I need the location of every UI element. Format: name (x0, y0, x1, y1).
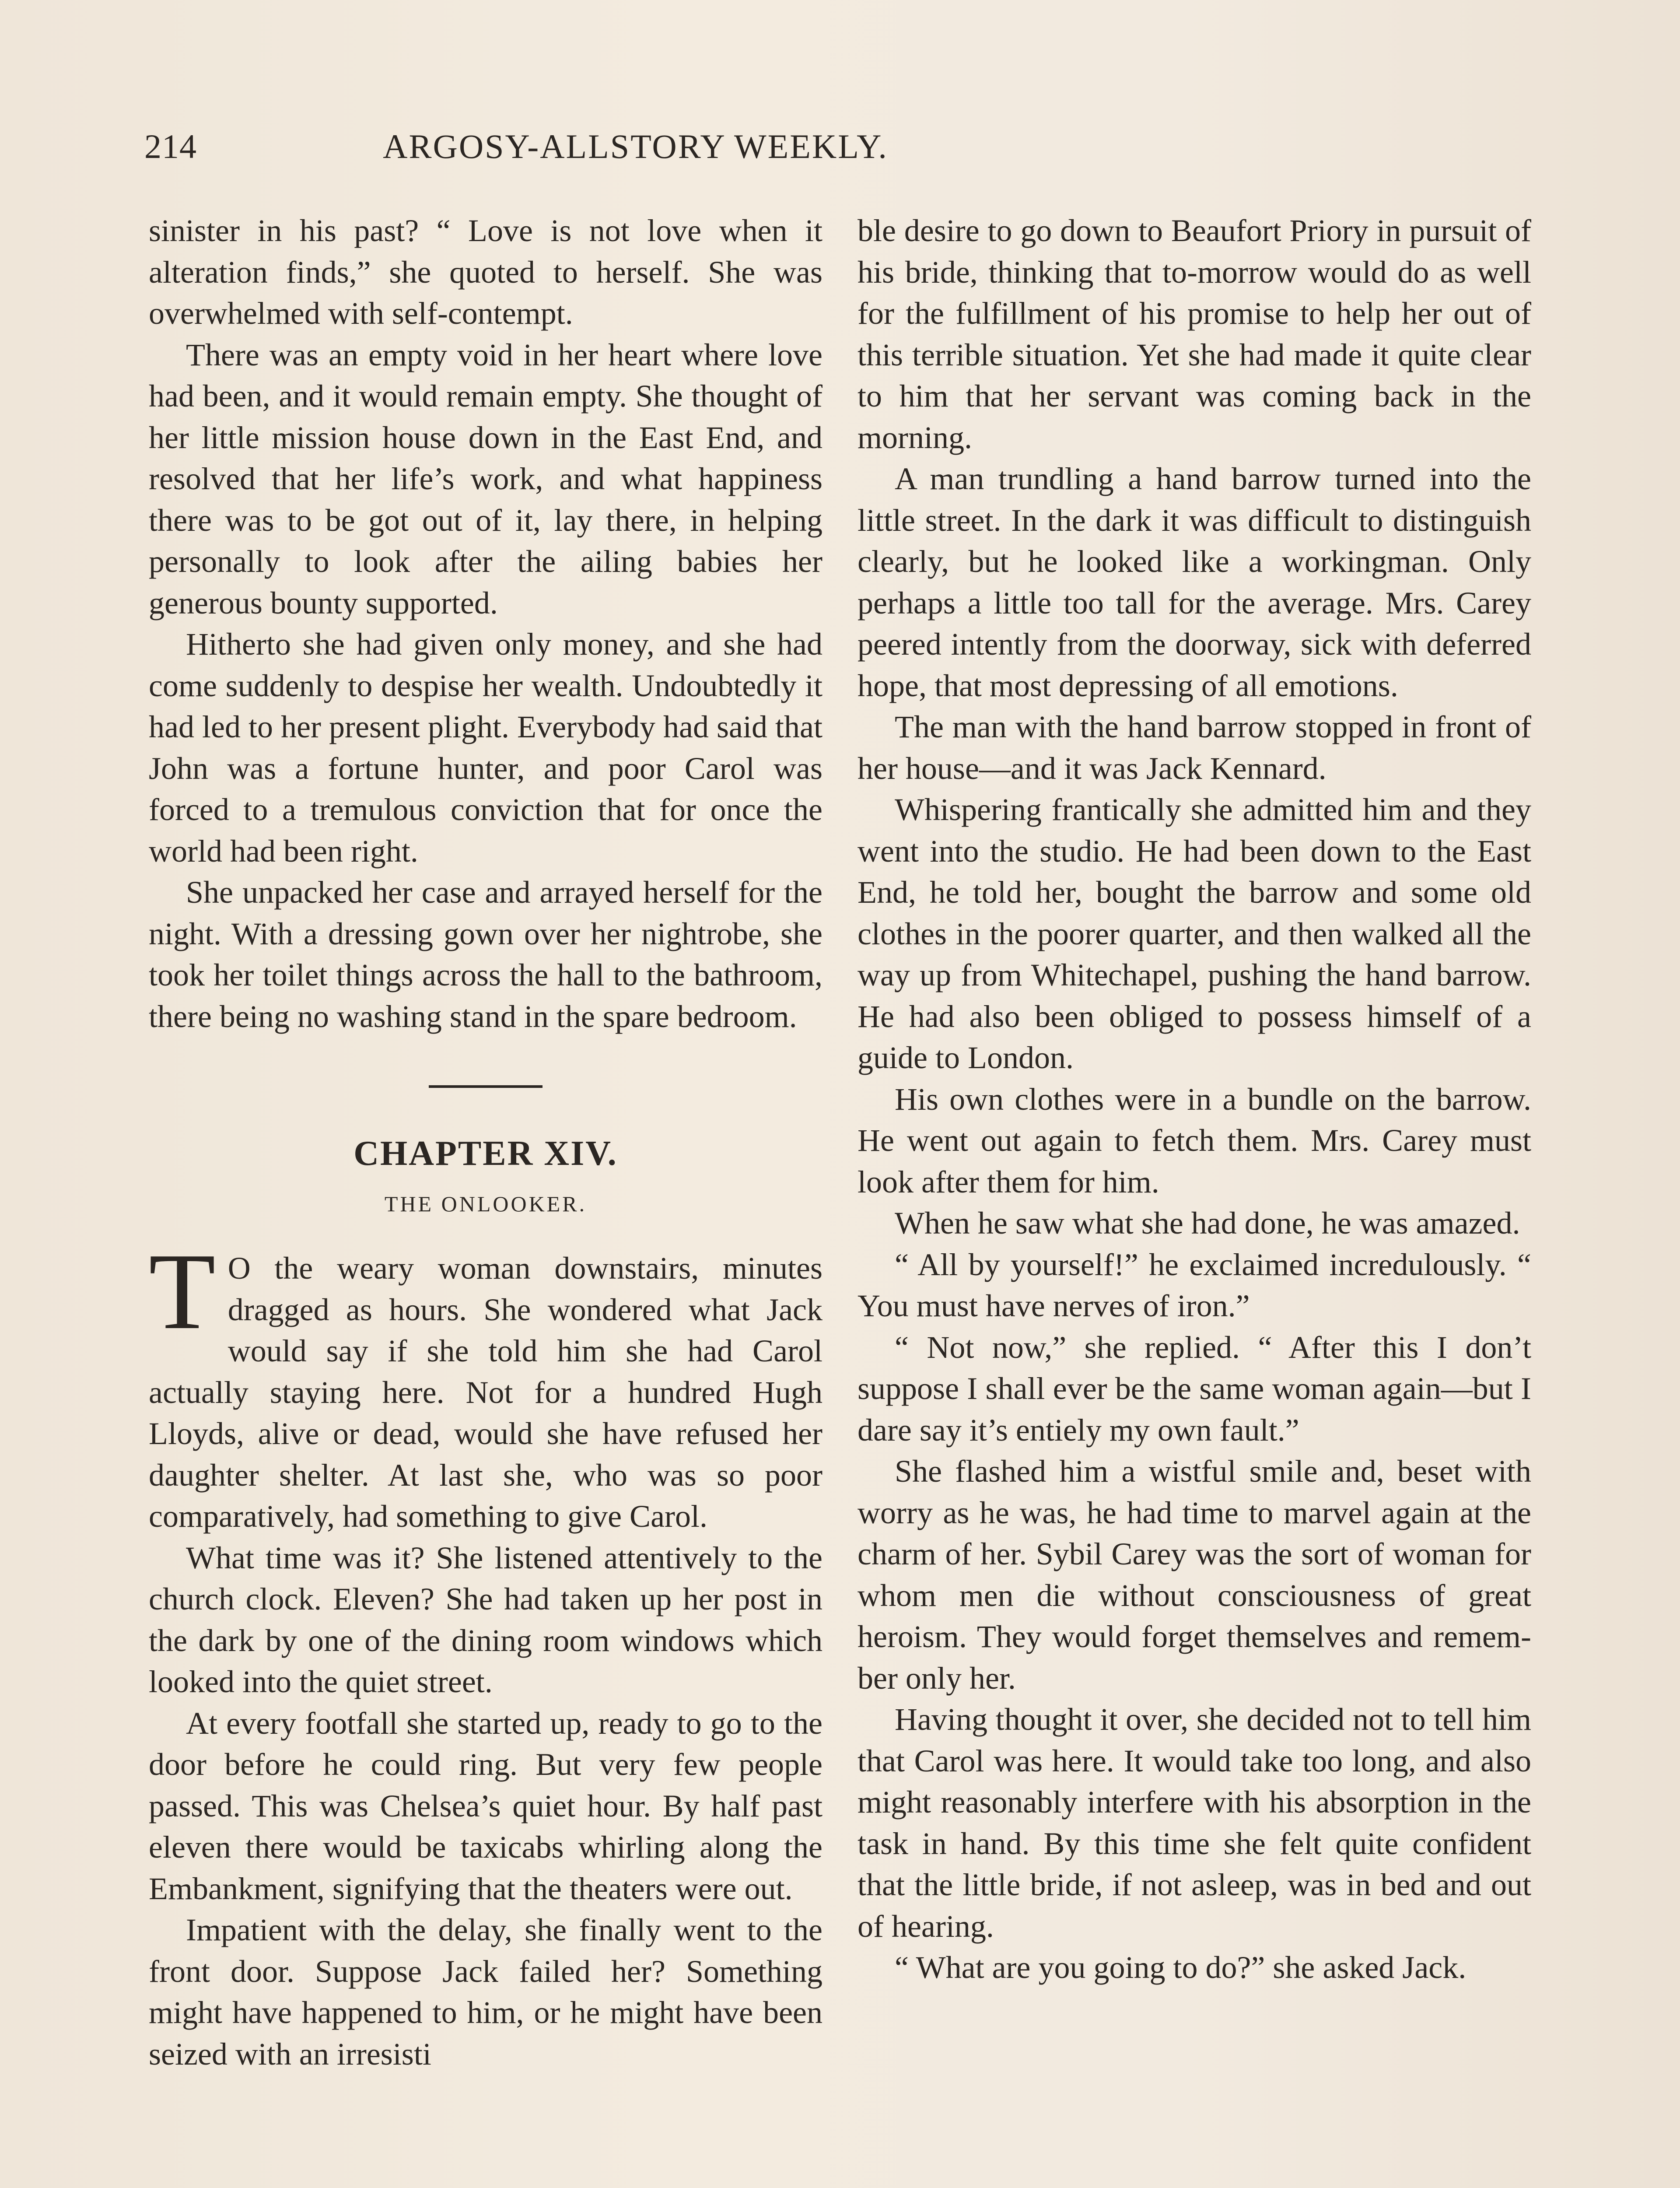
paragraph: Whispering frantically she admitted him and they went into the studio. He had been down to the East End, he told her, bought the barrow and some old clothes in the poorer quarter, and then walked all the way up from Whitechapel, pushing the hand barrow. He had also been obliged to possess himself of a guide to London. (858, 792, 1531, 1075)
paragraph: sinister in his past? “ Love is not love when it alteration finds,” she quoted to herself. She was overwhelmed with self-contempt. (149, 213, 822, 331)
section-divider (429, 1085, 542, 1088)
paragraph: She unpacked her case and arrayed herself for the night. With a dressing gown over her nightrobe, she took her toilet things across the hall to the bathroom, there being no washing stand in the spare bedroom. (149, 875, 822, 1034)
paragraph: “ What are you going to do?” she asked Jack. (895, 1950, 1466, 1985)
opening-paragraph-text: O the weary woman downstairs, minutes dragged as hours. She wondered what Jack would say if she told him she had Carol actually staying here. Not for a hundred Hugh Lloyds, alive or dead, would she have refused her daughter shelter. At last she, who was so poor comparatively, had something to give Carol. (149, 1251, 822, 1534)
paragraph: When he saw what she had done, he was amazed. (895, 1206, 1520, 1241)
chapter-title: CHAPTER XIV. (354, 1134, 618, 1173)
page-number: 214 (144, 127, 197, 165)
paragraph: His own clothes were in a bundle on the barrow. He went out again to fetch them. Mrs. Carey must look after them for him. (858, 1081, 1531, 1199)
page-header (144, 127, 1127, 179)
paragraph: “ All by yourself!” he exclaimed incredulously. “ You must have nerves of iron.” (858, 1247, 1531, 1323)
chapter-subtitle: THE ONLOOKER. (384, 1192, 587, 1216)
paragraph: Impatient with the delay, she finally went to the front door. Suppose Jack failed her? Something might have happened to him, or he might have been seized with an irresisti (149, 1912, 822, 2072)
running-title: ARGOSY-ALLSTORY WEEKLY. (383, 127, 888, 165)
paragraph: “ Not now,” she replied. “ After this I don’t suppose I shall ever be the same woman again—but I dare say it’s entiely my own fault.” (858, 1329, 1531, 1448)
paragraph: Having thought it over, she decided not to tell him that Carol was here. It would take too long, and also might reasonably interfere with his absorption in the task in hand. By this time she felt quite confident that the little bride, if not asleep, was in bed and out of hearing. (858, 1702, 1531, 1944)
paragraph: A man trundling a hand barrow turned into the little street. In the dark it was difficult to distinguish clearly, but he looked like a workingman. Only perhaps a little too tall for the average. Mrs. Carey peered intently from the doorway, sick with deferred hope, that most depressing of all emotions. (858, 461, 1531, 703)
paragraph: ble desire to go down to Beaufort Priory in pursuit of his bride, thinking that to-morrow would do as well for the fulfillment of his promise to help her out of this terrible situation. Yet she had made it quite clear to him that her servant was coming back in the morning. (858, 213, 1531, 455)
paragraph: At every footfall she started up, ready to go to the door before he could ring. But very few people passed. This was Chelsea’s quiet hour. By half past eleven there would be taxicabs whirling along the Embankment, signifying that the theaters were out. (149, 1705, 822, 1906)
paragraph: There was an empty void in her heart where love had been, and it would remain empty. She thought of her little mission house down in the East End, and resolved that her life’s work, and what happiness there was to be got out of it, lay there, in helping personally to look after the ailing babies her generous bounty supported. (149, 337, 822, 621)
drop-cap: T (149, 1231, 216, 1352)
paragraph: She flashed him a wistful smile and, beset with worry as he was, he had time to marvel again at the charm of her. Sybil Carey was the sort of woman for whom men die without consciousness of great heroism. They would forget themselves and remember only her. (858, 1454, 1531, 1696)
paragraph: The man with the hand barrow stopped in front of her house—and it was Jack Kennard. (858, 709, 1531, 786)
paragraph: Hitherto she had given only money, and she had come suddenly to despise her wealth. Undoubtedly it had led to her present plight. Everybody had said that John was a fortune hunter, and poor Carol was forced to a tremulous conviction that for once the world had been right. (149, 627, 822, 869)
paragraph: What time was it? She listened attentively to the church clock. Eleven? She had taken up her post in the dark by one of the dining room windows which looked into the quiet street. (149, 1540, 822, 1699)
left-column (149, 210, 822, 2075)
chapter-opening-paragraph (149, 1231, 822, 1537)
right-column (858, 210, 1531, 1988)
